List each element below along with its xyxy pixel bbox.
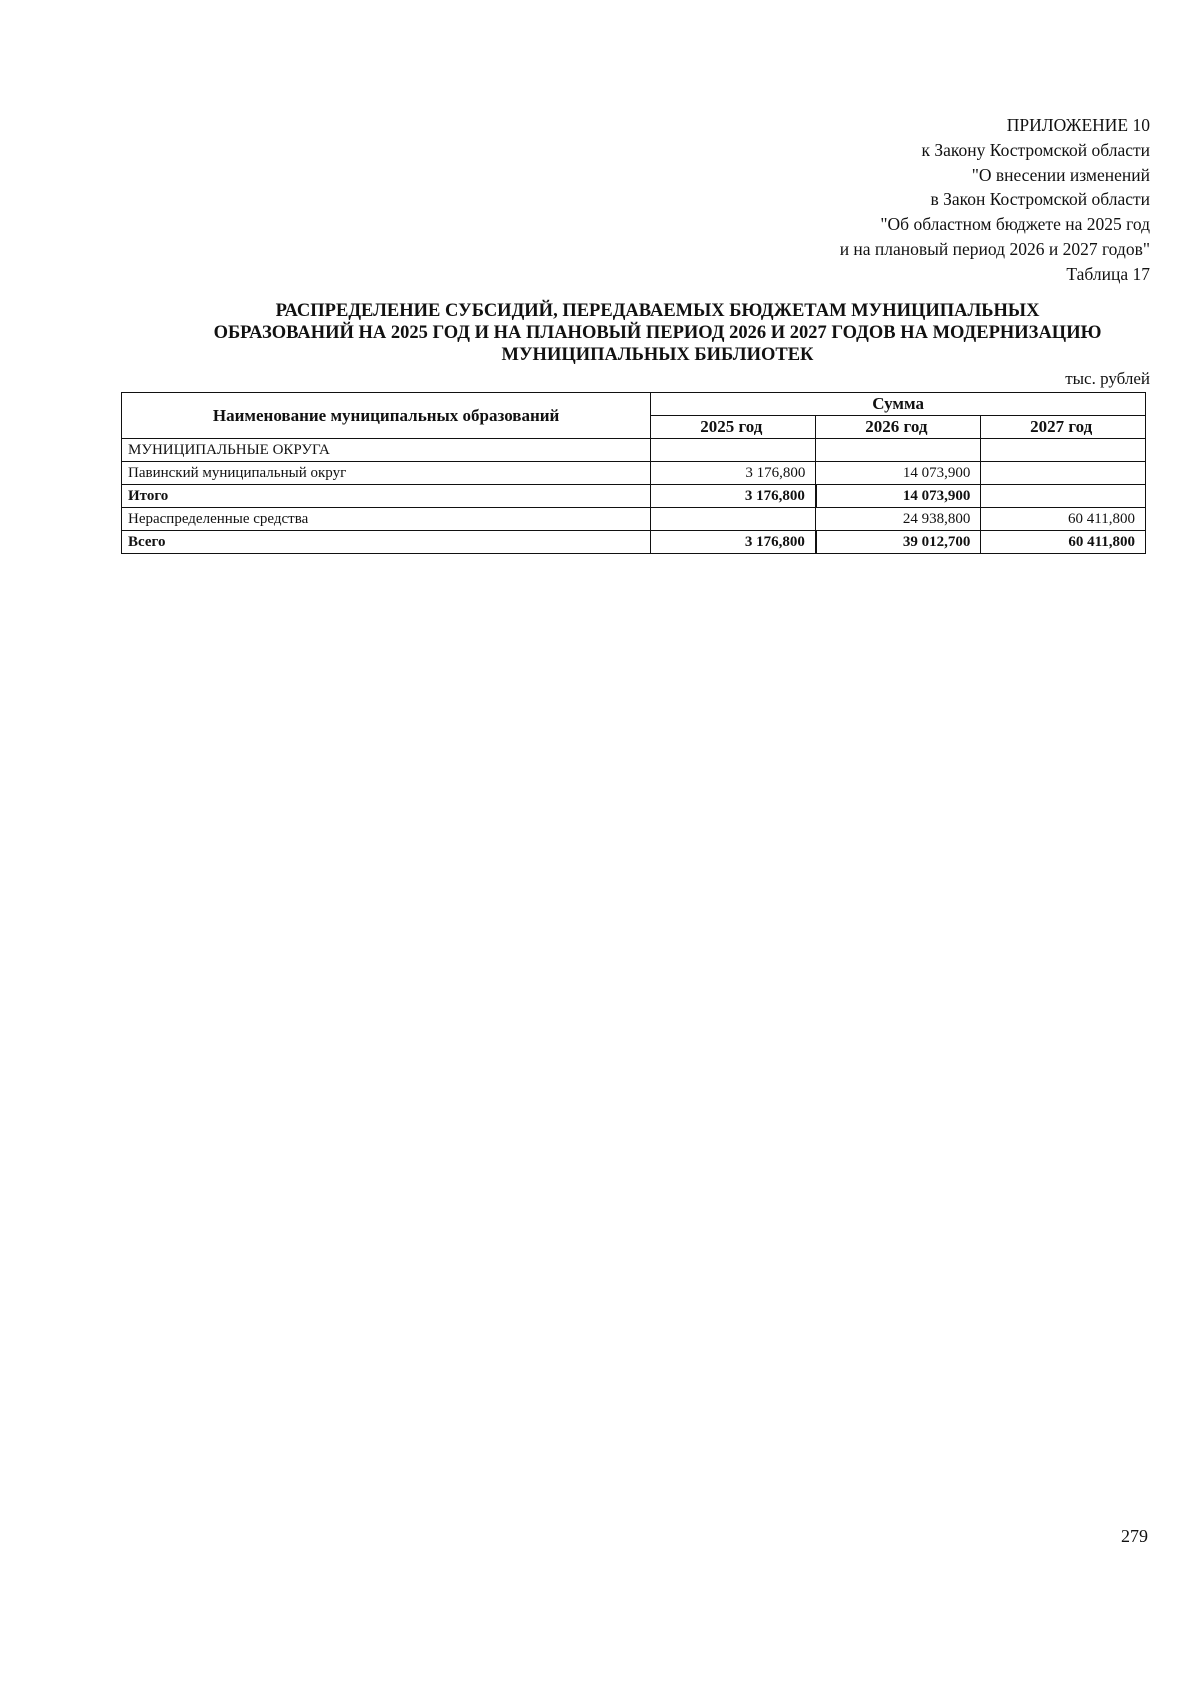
- subsidy-table: [121, 392, 1146, 554]
- title-line: ОБРАЗОВАНИЙ НА 2025 ГОД И НА ПЛАНОВЫЙ ПЕРИОД 2026 И 2027 ГОДОВ НА МОДЕРНИЗАЦИЮ: [213, 323, 1102, 343]
- row-name: МУНИЦИПАЛЬНЫЕ ОКРУГА: [122, 439, 651, 462]
- row-value-2025: 3 176,800: [651, 531, 816, 554]
- row-value-2027: 60 411,800: [981, 531, 1146, 554]
- table-number: Таблица 17: [1066, 263, 1150, 284]
- header-sum: Сумма: [651, 393, 1146, 416]
- row-name: Нераспределенные средства: [122, 508, 651, 531]
- row-value-2027: [981, 485, 1146, 508]
- row-name: Итого: [122, 485, 651, 508]
- title-line: РАСПРЕДЕЛЕНИЕ СУБСИДИЙ, ПЕРЕДАВАЕМЫХ БЮДЖЕТАМ МУНИЦИПАЛЬНЫХ: [275, 301, 1040, 321]
- appendix-line: ПРИЛОЖЕНИЕ 10: [1006, 115, 1150, 135]
- table-row: [122, 508, 1146, 531]
- row-value-2027: [981, 439, 1146, 462]
- row-value-2027: 60 411,800: [981, 508, 1146, 531]
- row-value-2025: 3 176,800: [651, 485, 816, 508]
- row-value-2026: 14 073,900: [816, 462, 981, 485]
- row-value-2026: [816, 439, 981, 462]
- table-row-total: [122, 531, 1146, 554]
- appendix-line: и на плановый период 2026 и 2027 годов": [839, 238, 1150, 259]
- document-title: [120, 300, 1195, 366]
- row-value-2026: 39 012,700: [816, 531, 981, 554]
- appendix-header: [840, 113, 1150, 287]
- appendix-line: в Закон Костромской области: [930, 189, 1150, 210]
- row-value-2025: [651, 439, 816, 462]
- header-year-2026: 2026 год: [816, 416, 981, 439]
- title-line: МУНИЦИПАЛЬНЫХ БИБЛИОТЕК: [501, 345, 814, 365]
- appendix-line: "О внесении изменений: [971, 164, 1150, 185]
- table-row-subtotal: [122, 485, 1146, 508]
- table-header-row: [122, 393, 1146, 416]
- page-number: 279: [1121, 1526, 1148, 1546]
- table-row: [122, 462, 1146, 485]
- row-name: Павинский муниципальный округ: [122, 462, 651, 485]
- appendix-line: к Закону Костромской области: [921, 139, 1150, 160]
- row-value-2026: 14 073,900: [816, 485, 981, 508]
- row-name: Всего: [122, 531, 651, 554]
- units-label: тыс. рублей: [1065, 369, 1150, 388]
- row-value-2025: [651, 508, 816, 531]
- appendix-line: "Об областном бюджете на 2025 год: [880, 214, 1150, 235]
- row-value-2027: [981, 462, 1146, 485]
- row-value-2025: 3 176,800: [651, 462, 816, 485]
- table-row: [122, 439, 1146, 462]
- header-name: Наименование муниципальных образований: [122, 393, 651, 439]
- header-year-2027: 2027 год: [981, 416, 1146, 439]
- row-value-2026: 24 938,800: [816, 508, 981, 531]
- header-year-2025: 2025 год: [651, 416, 816, 439]
